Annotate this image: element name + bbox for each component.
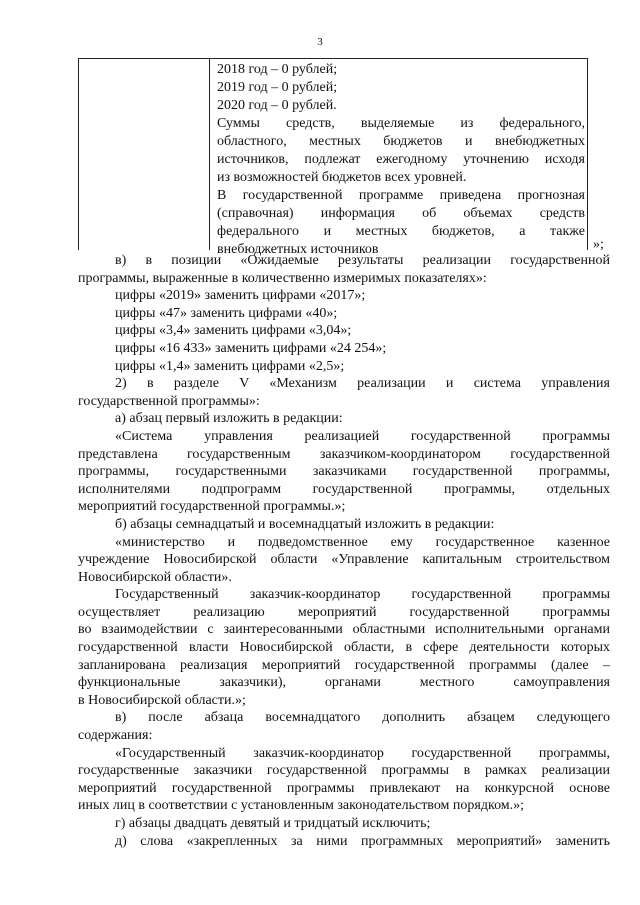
quote-line: мероприятий государственной программы привлекают на конкурсной основе [78,780,610,796]
quote-line: в Новосибирской области.»; [78,692,246,708]
replacement-line: цифры «16 433» заменить цифрами «24 254»; [115,340,387,356]
document-body [78,252,610,850]
forecast-line: внебюджетных источников [217,242,379,257]
paragraph-line: а) абзац первый изложить в редакции: [115,411,343,427]
paragraph-line: б) абзацы семнадцатый и восемнадцатый изложить в редакции: [115,516,495,532]
quote-line: иных лиц в соответствии с установленным законодательством порядком.»; [78,798,525,814]
quote-line: запланирована реализация мероприятий государственной программы (далее – [78,657,610,673]
paragraph-line: программы, выраженные в количественно измеримых показателях»: [78,270,487,286]
replacement-line: цифры «47» заменить цифрами «40»; [115,305,338,321]
funding-year-line: 2020 год – 0 рублей. [217,98,337,113]
replacement-line: цифры «3,4» заменить цифрами «3,04»; [115,323,352,339]
forecast-line: федерального и местных бюджетов, а также [217,224,585,239]
quote-line: «Государственный заказчик-координатор государственной программы, [115,745,610,761]
sums-line: источников, подлежат ежегодному уточнению исходя [217,152,585,167]
quote-line: учреждение Новосибирской области «Управление капитальным строительством [78,552,610,568]
paragraph-line: содержания: [78,728,153,744]
funding-year-line: 2018 год – 0 рублей; [217,62,338,77]
quote-line: мероприятий государственной программы.»; [78,499,346,515]
quote-line: государственные заказчики государственной программы в рамках реализации [78,763,610,779]
quote-line: во взаимодействии с заинтересованными областными исполнительными органами [78,622,610,638]
quote-line: Государственный заказчик-координатор государственной программы [115,587,610,603]
quote-line: функциональные заказчики), органами местного самоуправления [78,675,610,691]
forecast-line: В государственной программе приведена прогнозная [217,188,585,203]
replacement-line: цифры «2019» заменить цифрами «2017»; [115,288,366,304]
paragraph-line: государственной программы»: [78,393,260,409]
table-value-cell [217,61,585,259]
quote-line: программы, государственными заказчиками государственной программы, [78,464,610,480]
quote-line: «Система управления реализацией государственной программы [115,428,610,444]
quote-line: представлена государственным заказчиком-координатором государственной [78,446,610,462]
sums-line: Суммы средств, выделяемые из федерального, [217,116,585,131]
quote-line: Новосибирской области». [78,569,232,585]
paragraph-line: в) после абзаца восемнадцатого дополнить абзацем следующего [115,710,610,726]
paragraph-line: г) абзацы двадцать девятый и тридцатый исключить; [115,816,431,831]
quote-line: «министерство и подведомственное ему государственное казенное [115,534,610,550]
funding-year-line: 2019 год – 0 рублей; [217,80,338,95]
forecast-line: (справочная) информация об объемах средств [217,206,585,221]
paragraph-line: 2) в разделе V «Механизм реализации и система управления [115,376,610,392]
quote-line: осуществляет реализацию мероприятий государственной программы [78,604,610,620]
quote-line: исполнителями подпрограмм государственной программы, отдельных [78,481,610,497]
table-closing-quote: »; [593,237,604,252]
replacement-line: цифры «1,4» заменить цифрами «2,5»; [115,358,345,374]
sums-line: областного, местных бюджетов и внебюджетных [217,134,585,149]
funding-table [78,58,588,257]
sums-line: из возможностей бюджетов всех уровней. [217,170,467,185]
paragraph-line: д) слова «закрепленных за ними программных мероприятий» заменить [115,833,610,849]
quote-line: государственной власти Новосибирской области, в сфере деятельности которых [78,640,610,656]
page-number: 3 [317,36,323,48]
table-column-divider [209,59,210,250]
paragraph-line: в) в позиции «Ожидаемые результаты реализации государственной [115,253,610,268]
